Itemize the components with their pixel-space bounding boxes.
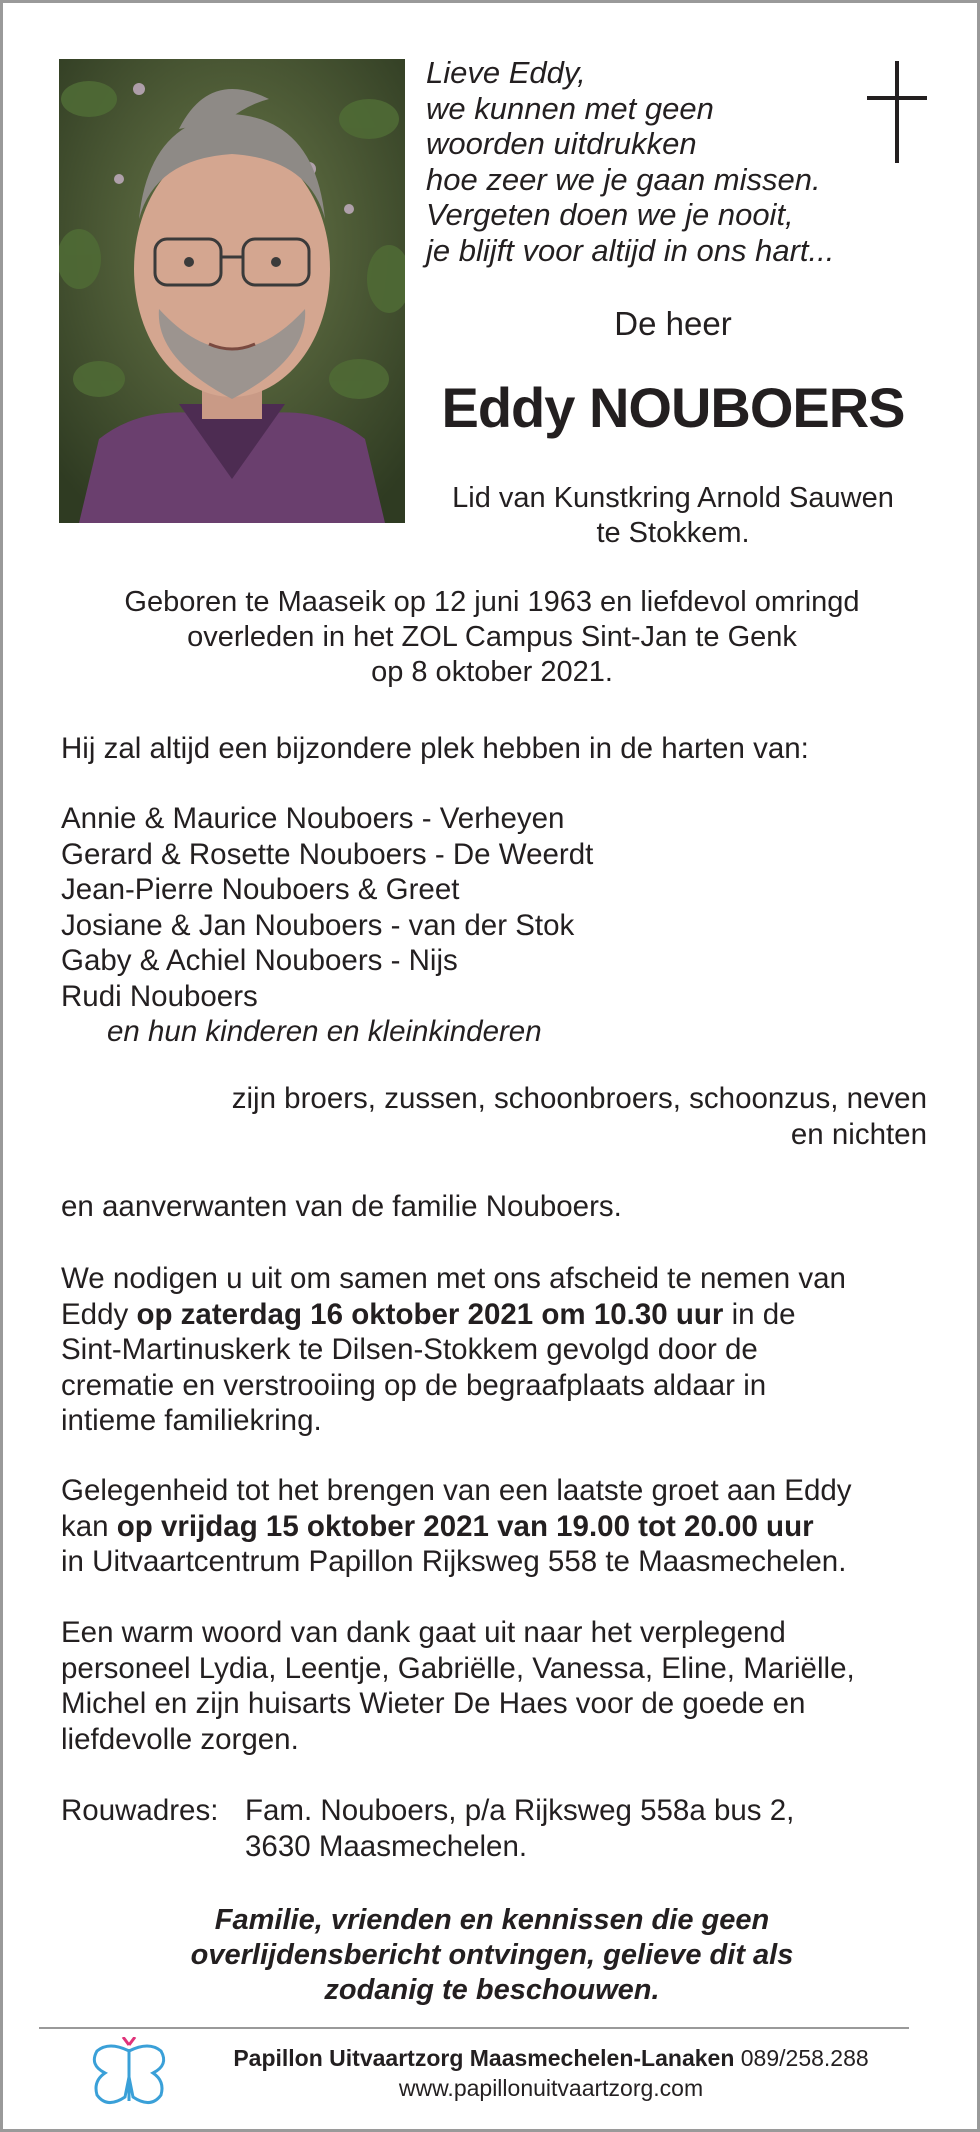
poem-line: we kunnen met geen — [426, 90, 714, 126]
membership-line: Lid van Kunstkring Arnold Sauwen — [452, 482, 894, 514]
family-member: Gerard & Rosette Nouboers - De Weerdt — [61, 837, 594, 871]
invite-line: intieme familiekring. — [61, 1404, 322, 1437]
membership — [423, 481, 923, 551]
butterfly-logo-icon — [89, 2037, 169, 2113]
invite-line — [61, 1297, 927, 1333]
poem-line: woorden uitdrukken — [426, 126, 697, 161]
portrait-image — [59, 59, 405, 523]
invite-line: We nodigen u uit om samen met ons afscheid te nemen van — [61, 1262, 846, 1295]
thanks-line: Een warm woord van dank gaat uit naar het verplegend — [61, 1616, 786, 1649]
invite-text: in de — [723, 1297, 796, 1331]
birth-line: Geboren te Maaseik op 12 juni 1963 en liefdevol omringd — [124, 586, 860, 618]
family-member: Rudi Nouboers — [61, 979, 258, 1013]
visit-text: kan — [61, 1509, 117, 1543]
mourning-address — [61, 1793, 927, 1864]
cross-icon — [867, 61, 927, 163]
family-member: Josiane & Jan Nouboers - van der Stok — [61, 908, 575, 942]
poem-line: Vergeten doen we je nooit, — [426, 197, 794, 232]
thanks-line: personeel Lydia, Leentje, Gabriëlle, Vanessa, Eline, Mariëlle, — [61, 1651, 855, 1685]
funeral-home-info — [181, 2043, 921, 2103]
funeral-home-phone: 089/258.288 — [734, 2045, 869, 2071]
intro-text: Hij zal altijd een bijzondere plek hebben in de harten van: — [61, 732, 809, 765]
invite-line: Sint-Martinuskerk te Dilsen-Stokkem gevolgd door de — [61, 1333, 758, 1366]
funeral-datetime: op zaterdag 16 oktober 2021 om 10.30 uur — [136, 1297, 724, 1331]
thanks-line: Michel en zijn huisarts Wieter De Haes voor de goede en — [61, 1687, 806, 1720]
funeral-home-name: Papillon Uitvaartzorg Maasmechelen-Lanaken — [233, 2045, 735, 2071]
deceased-name: Eddy NOUBOERS — [441, 376, 905, 439]
poem — [426, 55, 846, 268]
poem-line: Lieve Eddy, — [426, 55, 586, 90]
visitation-datetime: op vrijdag 15 oktober 2021 van 19.00 tot 20.00 uur — [116, 1509, 814, 1543]
address-label: Rouwadres: — [61, 1794, 219, 1827]
poem-line: hoe zeer we je gaan missen. — [426, 161, 821, 197]
portrait-photo — [59, 59, 405, 523]
death-line: overleden in het ZOL Campus Sint-Jan te Genk — [187, 621, 797, 653]
family-member: Annie & Maurice Nouboers - Verheyen — [61, 802, 565, 835]
relations-line: en nichten — [790, 1117, 927, 1151]
poem-line: je blijft voor altijd in ons hart... — [426, 232, 835, 268]
relations-line: zijn broers, zussen, schoonbroers, schoonzus, neven — [231, 1082, 927, 1115]
invite-text: Eddy — [61, 1297, 137, 1331]
closing-notice — [59, 1903, 925, 2008]
membership-line: te Stokkem. — [596, 517, 750, 549]
funeral-invitation — [61, 1261, 927, 1439]
closing-line: Familie, vrienden en kennissen die geen — [214, 1904, 770, 1936]
address-line: 3630 Maasmechelen. — [245, 1829, 528, 1863]
thanks-text — [61, 1615, 927, 1757]
closing-line: zodanig te beschouwen. — [324, 1974, 660, 2006]
family-list — [61, 801, 927, 1050]
family-member: Jean-Pierre Nouboers & Greet — [61, 873, 460, 906]
address-line: Fam. Nouboers, p/a Rijksweg 558a bus 2, — [245, 1794, 795, 1827]
visit-line: in Uitvaartcentrum Papillon Rijksweg 558 te Maasmechelen. — [61, 1545, 847, 1578]
family-kids: en hun kinderen en kleinkinderen — [107, 1015, 542, 1048]
thanks-line: liefdevolle zorgen. — [61, 1722, 299, 1756]
relations-text — [61, 1081, 927, 1152]
visitation-info — [61, 1473, 927, 1580]
funeral-home-website[interactable]: www.papillonuitvaartzorg.com — [398, 2075, 704, 2101]
invite-line: crematie en verstrooiing op de begraafplaats aldaar in — [61, 1368, 767, 1402]
footer-divider — [39, 2027, 909, 2029]
death-date-line: op 8 oktober 2021. — [371, 656, 613, 688]
visit-line: Gelegenheid tot het brengen van een laatste groet aan Eddy — [61, 1474, 852, 1507]
closing-line: overlijdensbericht ontvingen, gelieve dit als — [190, 1939, 794, 1971]
relatives-text: en aanverwanten van de familie Nouboers. — [61, 1190, 622, 1223]
birth-death-info — [59, 585, 925, 690]
honorific: De heer — [614, 305, 732, 342]
visit-line — [61, 1509, 927, 1545]
funeral-home-line — [181, 2043, 921, 2073]
family-member: Gaby & Achiel Nouboers - Nijs — [61, 944, 458, 977]
